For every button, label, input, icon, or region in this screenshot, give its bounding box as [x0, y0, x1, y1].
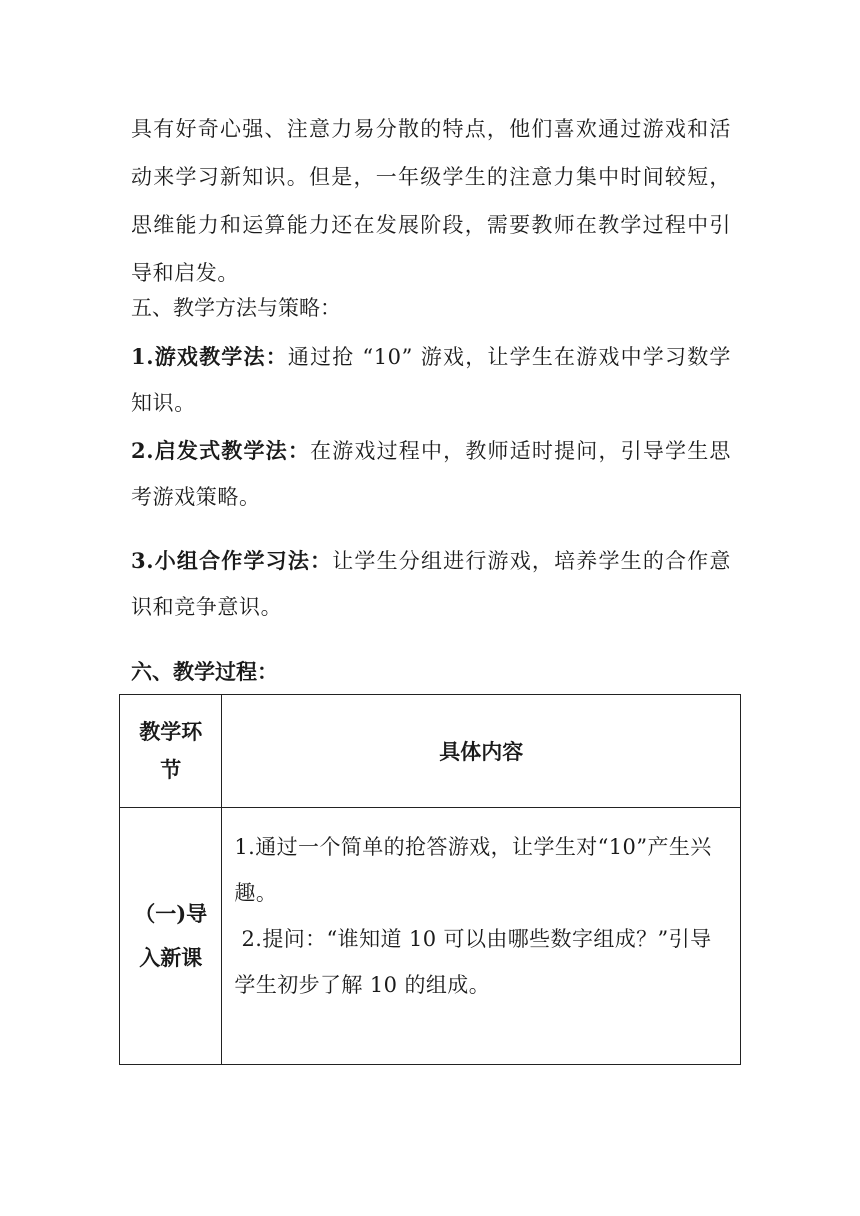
- method-item-3-text: 让学生分组进行游戏，培养学生的合作意识和竞争意识。: [131, 549, 731, 619]
- stage-cell: [120, 808, 222, 1065]
- stage-label: （一)导入新课: [134, 901, 208, 970]
- content-line-2: 2.提问：“谁知道 10 可以由哪些数字组成？”引导学生初步了解 10 的组成。: [234, 927, 712, 997]
- method-item-3-label: 3.小组合作学习法：: [131, 548, 333, 573]
- header-stage-cell: [120, 695, 222, 808]
- table-header-row: [120, 695, 741, 808]
- method-item-1-text: 通过抢 “10” 游戏，让学生在游戏中学习数学知识。: [131, 345, 731, 415]
- method-item-3: [131, 538, 731, 630]
- section5-heading: 五、教学方法与策略：: [131, 296, 341, 320]
- intro-paragraph: 具有好奇心强、注意力易分散的特点，他们喜欢通过游戏和活动来学习新知识。但是，一年级学生的注意力集中时间较短，思维能力和运算能力还在发展阶段，需要教师在教学过程中引导和启发。: [131, 117, 731, 285]
- section6-heading: 六、教学过程：: [131, 659, 278, 684]
- content-cell: [222, 808, 741, 1065]
- header-content-label: 具体内容: [439, 739, 524, 764]
- method-item-1-label: 1.游戏教学法：: [131, 344, 288, 369]
- table-row: [120, 808, 741, 1065]
- method-item-1: [131, 334, 731, 426]
- teaching-process-table: [119, 694, 741, 1065]
- header-stage-label: 教学环节: [139, 719, 203, 782]
- method-item-2: [131, 428, 731, 520]
- content-line-1: 1.通过一个简单的抢答游戏，让学生对“10”产生兴趣。: [234, 835, 712, 905]
- method-item-2-label: 2.启发式教学法：: [131, 438, 311, 463]
- header-content-cell: [222, 695, 741, 808]
- method-item-2-text: 在游戏过程中，教师适时提问，引导学生思考游戏策略。: [131, 439, 731, 509]
